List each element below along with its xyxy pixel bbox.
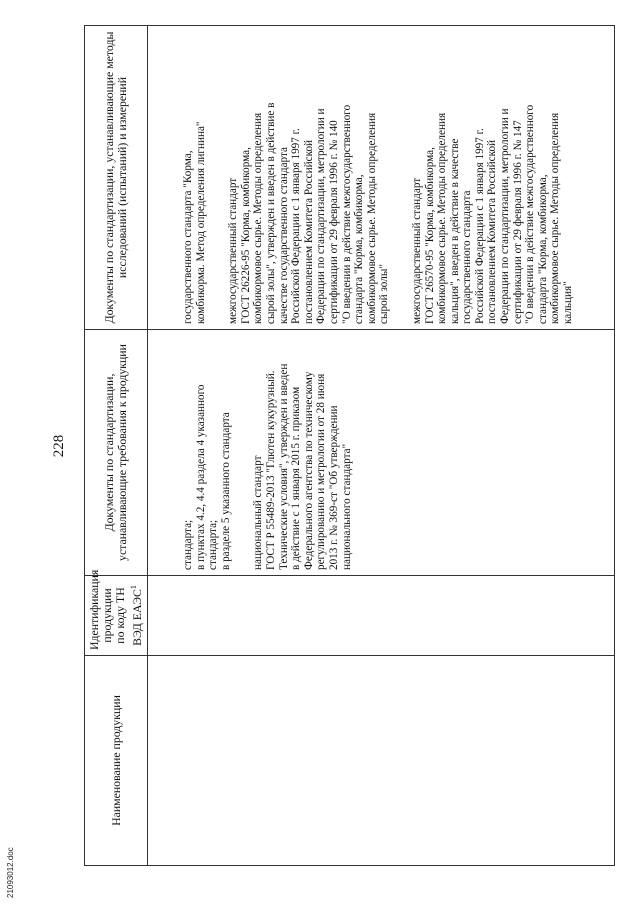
page-number: 228	[51, 434, 67, 458]
text-line: национальный стандарт	[252, 455, 265, 570]
table-header-row	[85, 26, 148, 866]
text-line: стандарта "Корма, комбикорма,	[353, 174, 366, 324]
text-line: 2013 г. № 369-ст "Об утверждении	[327, 405, 340, 570]
text-line: в пунктах 4.2, 4.4 раздела 4 указанного	[194, 384, 207, 570]
text-line: сертификации от 29 февраля 1996 г. № 140	[327, 120, 340, 324]
text-line: Федерации по стандартизации, метрологии и	[315, 108, 328, 324]
table-row	[148, 26, 615, 866]
requirement-block-2	[252, 335, 353, 570]
text-line: Федерального агентства по техническому	[302, 371, 315, 570]
text-line: сырой золы"	[378, 264, 391, 324]
method-block-3	[411, 31, 575, 324]
header-product-name: Наименование продукции	[85, 656, 148, 866]
document-page	[50, 26, 610, 866]
method-block-1	[182, 31, 207, 324]
header-method-docs: Документы по стандартизации, устанавливающие методы исследований (испытаний) и измерений	[85, 26, 148, 330]
text-line: Российской Федерации с 1 января 1997 г.	[473, 128, 486, 324]
text-line: качестве государственного стандарта	[277, 147, 290, 324]
text-line: Федерации по стандартизации, метрологии и	[499, 108, 512, 324]
text-line: комбикормовое сырье. Методы определения	[436, 112, 449, 324]
requirement-block-1	[182, 335, 232, 570]
text-line: межгосударственный стандарт	[227, 177, 240, 324]
text-line: Российской Федерации с 1 января 1997 г.	[290, 128, 303, 324]
text-line: государственного стандарта "Корма,	[182, 150, 194, 324]
text-line: межгосударственный стандарт	[410, 177, 423, 324]
text-line: в действие с 1 января 2015 г. приказом	[290, 386, 303, 570]
cell-method-docs	[148, 26, 615, 330]
text-line: постановлением Комитета Российской	[302, 139, 315, 324]
text-line: стандарта;	[182, 519, 194, 570]
text-line: комбикормовое сырье. Методы определения	[365, 112, 378, 324]
text-line: государственного стандарта	[461, 190, 474, 324]
text-line: "О введении в действие межгосударственного	[340, 104, 353, 324]
text-line: стандарта "Корма, комбикорма,	[536, 174, 549, 324]
text-line: сырой золы", утвержден и введен в действие в	[264, 102, 277, 324]
header-tnved-code: Идентификация продукции по коду ТН ВЭД ЕАЭС$^1$	[85, 576, 148, 656]
cell-tnved-code	[148, 576, 615, 656]
standards-table	[84, 25, 615, 866]
header-requirement-docs: Документы по стандартизации, устанавливающие требования к продукции	[85, 330, 148, 576]
text-line: в разделе 5 указанного стандарта	[219, 412, 232, 570]
text-line: постановлением Комитета Российской	[486, 139, 499, 324]
text-line: ГОСТ 26226-95 "Корма, комбикорма,	[239, 147, 252, 324]
text-line: сертификации от 29 февраля 1996 г. № 147	[511, 120, 524, 324]
text-line: Технические условия", утвержден и введен	[277, 363, 290, 570]
text-line: "О введении в действие межгосударственного	[524, 104, 537, 324]
text-line: кальция", введен в действие в качестве	[448, 138, 461, 324]
text-line: ГОСТ 26570-95 "Корма, комбикорма,	[423, 147, 436, 324]
text-line: регулированию и метрологии от 28 июня	[315, 373, 328, 570]
text-line: комбикорма. Метод определения лигнина"	[194, 121, 207, 324]
text-line: комбикормовое сырье. Методы определения	[549, 112, 562, 324]
method-block-2	[227, 31, 391, 324]
footnote-mark: 1	[129, 585, 139, 590]
text-line: комбикормовое сырье. Методы определения	[252, 112, 265, 324]
cell-requirement-docs	[148, 330, 615, 576]
text-line: кальция"	[562, 281, 575, 324]
text-line: стандарта;	[207, 519, 220, 570]
cell-product-name	[148, 656, 615, 866]
file-name-label: 21093012.doc	[6, 847, 15, 898]
text-line: ГОСТ Р 55489-2013 "Глютен кукурузный.	[264, 370, 277, 570]
text-line: национального стандарта"	[340, 443, 353, 570]
